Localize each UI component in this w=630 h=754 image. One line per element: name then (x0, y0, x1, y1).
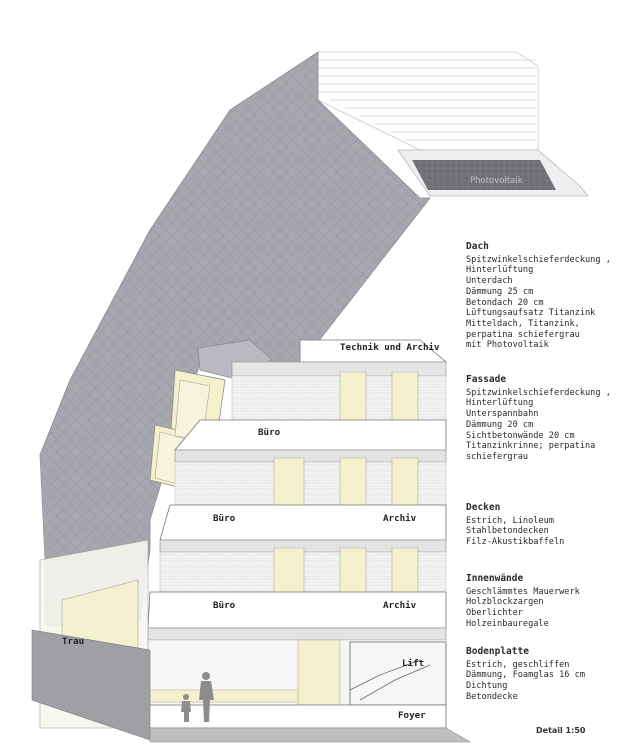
room-label-archiv-2: Archiv (383, 513, 417, 524)
legend-bodenplatte (466, 647, 628, 703)
legend-title: Bodenplatte (466, 646, 529, 657)
photovoltaic-label: Photovoltaik (470, 176, 523, 186)
base-slab (150, 728, 470, 742)
legend-line: Spitzwinkelschieferdeckung , (466, 387, 611, 398)
legend-line: Unterdach (466, 276, 513, 287)
slab-buero1 (175, 420, 446, 450)
legend-fassade (466, 375, 628, 463)
legend-line: Betondecke (466, 691, 518, 702)
legend-innenwaende (466, 574, 628, 630)
room-label-trau: Trau (62, 636, 85, 647)
legend-line: Filz-Akustikbaffeln (466, 537, 565, 548)
legend-line: perpatina schiefergrau (466, 329, 580, 340)
legend-line: Betondach 20 cm (466, 297, 544, 308)
legend-line: Hinterlüftung (466, 398, 534, 409)
legend-line: Holzblockzargen (466, 597, 544, 608)
legend-line: Dichtung (466, 681, 508, 692)
legend-line: Unterspannbahn (466, 409, 539, 420)
legend-title: Decken (466, 502, 501, 513)
legend-line: Estrich, geschliffen (466, 659, 570, 670)
legend-line: Hinterlüftung (466, 265, 534, 276)
legend-title: Innenwände (466, 573, 524, 584)
legend-line: Stahlbetondecken (466, 526, 549, 537)
legend-dach (466, 242, 628, 351)
legend-line: Dämmung, Foamglas 16 cm (466, 670, 585, 681)
legend-line: Titanzinkrinne; perpatina (466, 441, 596, 452)
legend-line: Dämmung 25 cm (466, 286, 534, 297)
legend-line: Geschlämmtes Mauerwerk (466, 586, 580, 597)
legend-line: Mitteldach, Titanzink, (466, 318, 580, 329)
legend-decken (466, 503, 628, 548)
legend-line: Sichtbetonwände 20 cm (466, 430, 575, 441)
room-label-buero-1: Büro (258, 427, 281, 438)
scale-label: Detail 1:50 (536, 726, 586, 735)
legend-line: Dämmung 20 cm (466, 419, 534, 430)
legend-line: schiefergrau (466, 451, 529, 462)
legend-line: Oberlichter (466, 608, 523, 619)
room-label-buero-3: Büro (213, 600, 236, 611)
room-label-technik: Technik und Archiv (340, 342, 440, 353)
legend-line: Lüftungsaufsatz Titanzink (466, 308, 596, 319)
legend-title: Dach (466, 241, 489, 252)
legend-line: Spitzwinkelschieferdeckung , (466, 254, 611, 265)
legend-title: Fassade (466, 374, 507, 385)
room-label-foyer: Foyer (398, 710, 426, 721)
room-label-archiv-3: Archiv (383, 600, 417, 611)
room-label-lift: Lift (402, 658, 425, 669)
legend-line: Estrich, Linoleum (466, 515, 554, 526)
legend-line: Holzeinbauregale (466, 618, 549, 629)
room-label-buero-2: Büro (213, 513, 236, 524)
legend-line: mit Photovoltaik (466, 340, 549, 351)
